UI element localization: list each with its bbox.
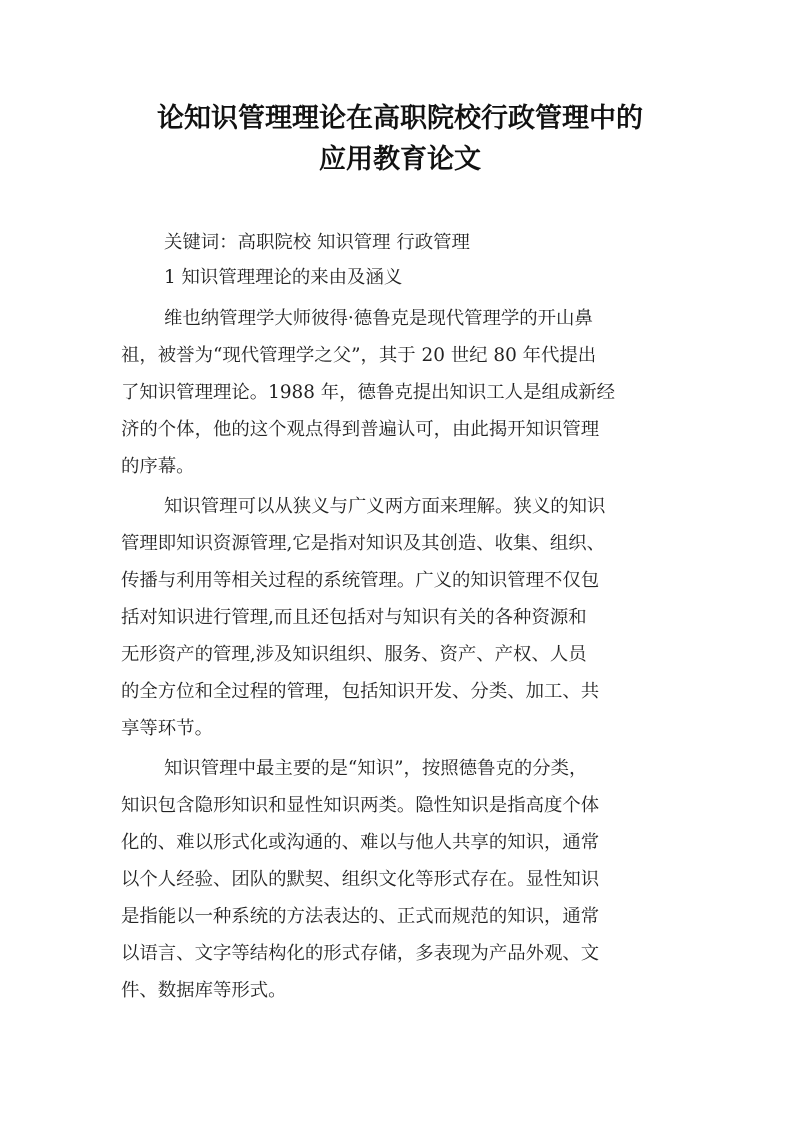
paragraph-line: 知识管理中最主要的是“知识”，按照德鲁克的分类， (164, 758, 588, 779)
paragraph-line: 以个人经验、团队的默契、组织文化等形式存在。显性知识 (121, 869, 600, 890)
paragraph-line: 括对知识进行管理,而且还包括对与知识有关的各种资源和 (121, 607, 587, 628)
paragraph-line: 维也纳管理学大师彼得·德鲁克是现代管理学的开山鼻 (164, 308, 593, 329)
paragraph-line: 的序幕。 (121, 456, 195, 477)
paragraph-line: 件、数据库等形式。 (121, 980, 287, 1001)
paragraph-line: 知识管理可以从狭义与广义两方面来理解。狭义的知识 (164, 496, 606, 517)
paragraph-line: 化的、难以形式化或沟通的、难以与他人共享的知识，通常 (121, 832, 600, 853)
paragraph-line: 享等环节。 (121, 718, 213, 739)
paragraph-line: 传播与利用等相关过程的系统管理。广义的知识管理不仅包 (121, 570, 600, 591)
document-title-line-1: 论知识管理理论在高职院校行政管理中的 (157, 103, 643, 134)
document-title-line-2: 应用教育论文 (319, 144, 481, 175)
paragraph-line: 管理即知识资源管理,它是指对知识及其创造、收集、组织、 (121, 533, 606, 554)
paragraph-line: 以语言、文字等结构化的形式存储，多表现为产品外观、文 (121, 943, 600, 964)
paragraph-line: 知识包含隐形知识和显性知识两类。隐性知识是指高度个体 (121, 795, 600, 816)
paragraph-line: 了知识管理理论。1988 年，德鲁克提出知识工人是组成新经 (121, 382, 616, 403)
keywords-line: 关键词：高职院校 知识管理 行政管理 (164, 232, 470, 253)
paragraph-line: 济的个体，他的这个观点得到普遍认可，由此揭开知识管理 (121, 419, 600, 440)
section-heading: 1 知识管理理论的来由及涵义 (164, 267, 403, 288)
paragraph-line: 祖，被誉为“现代管理学之父”，其于 20 世纪 80 年代提出 (121, 345, 597, 366)
paragraph-line: 无形资产的管理,涉及知识组织、服务、资产、产权、人员 (121, 644, 587, 665)
paragraph-line: 的全方位和全过程的管理，包括知识开发、分类、加工、共 (121, 681, 600, 702)
paragraph-line: 是指能以一种系统的方法表达的、正式而规范的知识，通常 (121, 906, 600, 927)
